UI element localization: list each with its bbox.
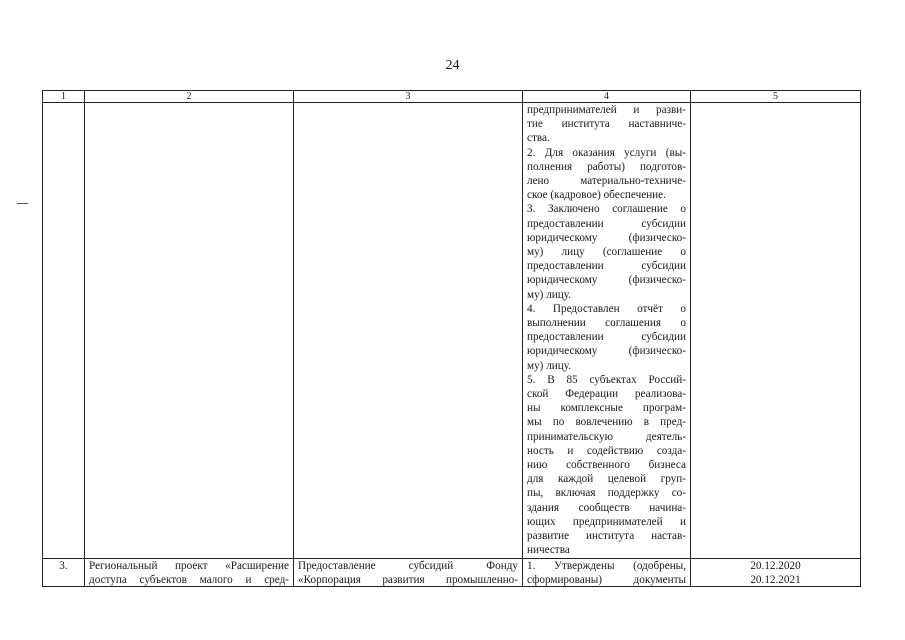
cell-dates-text	[695, 559, 856, 586]
margin-mark	[17, 203, 28, 204]
text-line: сформированы) документы	[527, 573, 686, 586]
cell-results-text	[527, 559, 686, 586]
text-line: пы, включая поддержку со-	[527, 487, 686, 500]
text-line: для каждой целевой груп-	[527, 473, 686, 486]
text-line: му) лицу.	[527, 288, 572, 301]
text-line: «Корпорация развития промышленно-	[298, 573, 518, 586]
cell-dates-empty	[691, 103, 861, 559]
text-line: нию собственного бизнеса	[527, 459, 686, 472]
column-number: 3	[294, 91, 523, 103]
row-number-text: 3.	[59, 559, 68, 572]
text-line: 1. Утверждены (одобрены,	[527, 559, 686, 572]
text-line: ны комплексные програм-	[527, 402, 686, 415]
text-line: Региональный проект «Расширение	[89, 559, 289, 572]
date: 20.12.2021	[750, 573, 801, 586]
text-line: предпринимателей и разви-	[527, 104, 686, 116]
cell-project-text	[89, 559, 289, 586]
document-table	[42, 90, 861, 587]
text-line: ское (кадровое) обеспечение.	[527, 189, 666, 202]
text-line: предоставлении субсидии	[527, 260, 686, 273]
column-number: 2	[85, 91, 294, 103]
date: 20.12.2020	[750, 559, 801, 572]
text-line: ской Федерации реализова-	[527, 388, 686, 401]
text-line: юридическому (физическо-	[527, 274, 686, 287]
text-line: предоставлении субсидии	[527, 331, 686, 344]
row-number	[43, 558, 85, 586]
text-line: принимательскую деятель-	[527, 430, 686, 443]
cell-number-empty	[43, 103, 85, 559]
text-line: выполнении соглашения о	[527, 317, 686, 330]
text-line: юридическому (физическо-	[527, 231, 686, 244]
text-line: Предоставление субсидий Фонду	[298, 559, 518, 572]
cell-project-empty	[85, 103, 294, 559]
cell-results	[523, 558, 691, 586]
column-number: 5	[691, 91, 861, 103]
text-line: здания сообществ начина-	[527, 501, 686, 514]
text-line: ющих предпринимателей и	[527, 515, 686, 528]
text-line: му) лицу (соглашение о	[527, 246, 686, 259]
text-line: 4. Предоставлен отчёт о	[527, 302, 686, 315]
text-line: развитие института настав-	[527, 530, 686, 543]
cell-measure-empty	[294, 103, 523, 559]
text-line: 5. В 85 субъектах Россий-	[527, 373, 686, 386]
cell-measure-text	[298, 559, 518, 586]
text-line: му) лицу.	[527, 359, 572, 372]
cell-project	[85, 558, 294, 586]
text-line: ничества	[527, 544, 570, 557]
text-line: ства.	[527, 132, 550, 145]
text-line: юридическому (физическо-	[527, 345, 686, 358]
cell-measure	[294, 558, 523, 586]
text-line: предоставлении субсидии	[527, 217, 686, 230]
text-line: ность и содействию созда-	[527, 444, 686, 457]
continuation-row	[43, 103, 861, 559]
column-number: 4	[523, 91, 691, 103]
text-line: 3. Заключено соглашение о	[527, 203, 686, 216]
text-line: мы по вовлечению в пред-	[527, 416, 686, 429]
text-line: тие института наставниче-	[527, 118, 686, 131]
column-number-row	[43, 91, 861, 103]
column-number: 1	[43, 91, 85, 103]
table-row-3	[43, 558, 861, 586]
cell-results	[523, 103, 691, 559]
text-line: доступа субъектов малого и сред-	[89, 573, 289, 586]
text-line: 2. Для оказания услуги (вы-	[527, 146, 686, 159]
text-line: лено материально-техниче-	[527, 175, 686, 188]
text-line: полнения работы) подготов-	[527, 160, 686, 173]
cell-dates	[691, 558, 861, 586]
page-number: 24	[445, 58, 460, 73]
